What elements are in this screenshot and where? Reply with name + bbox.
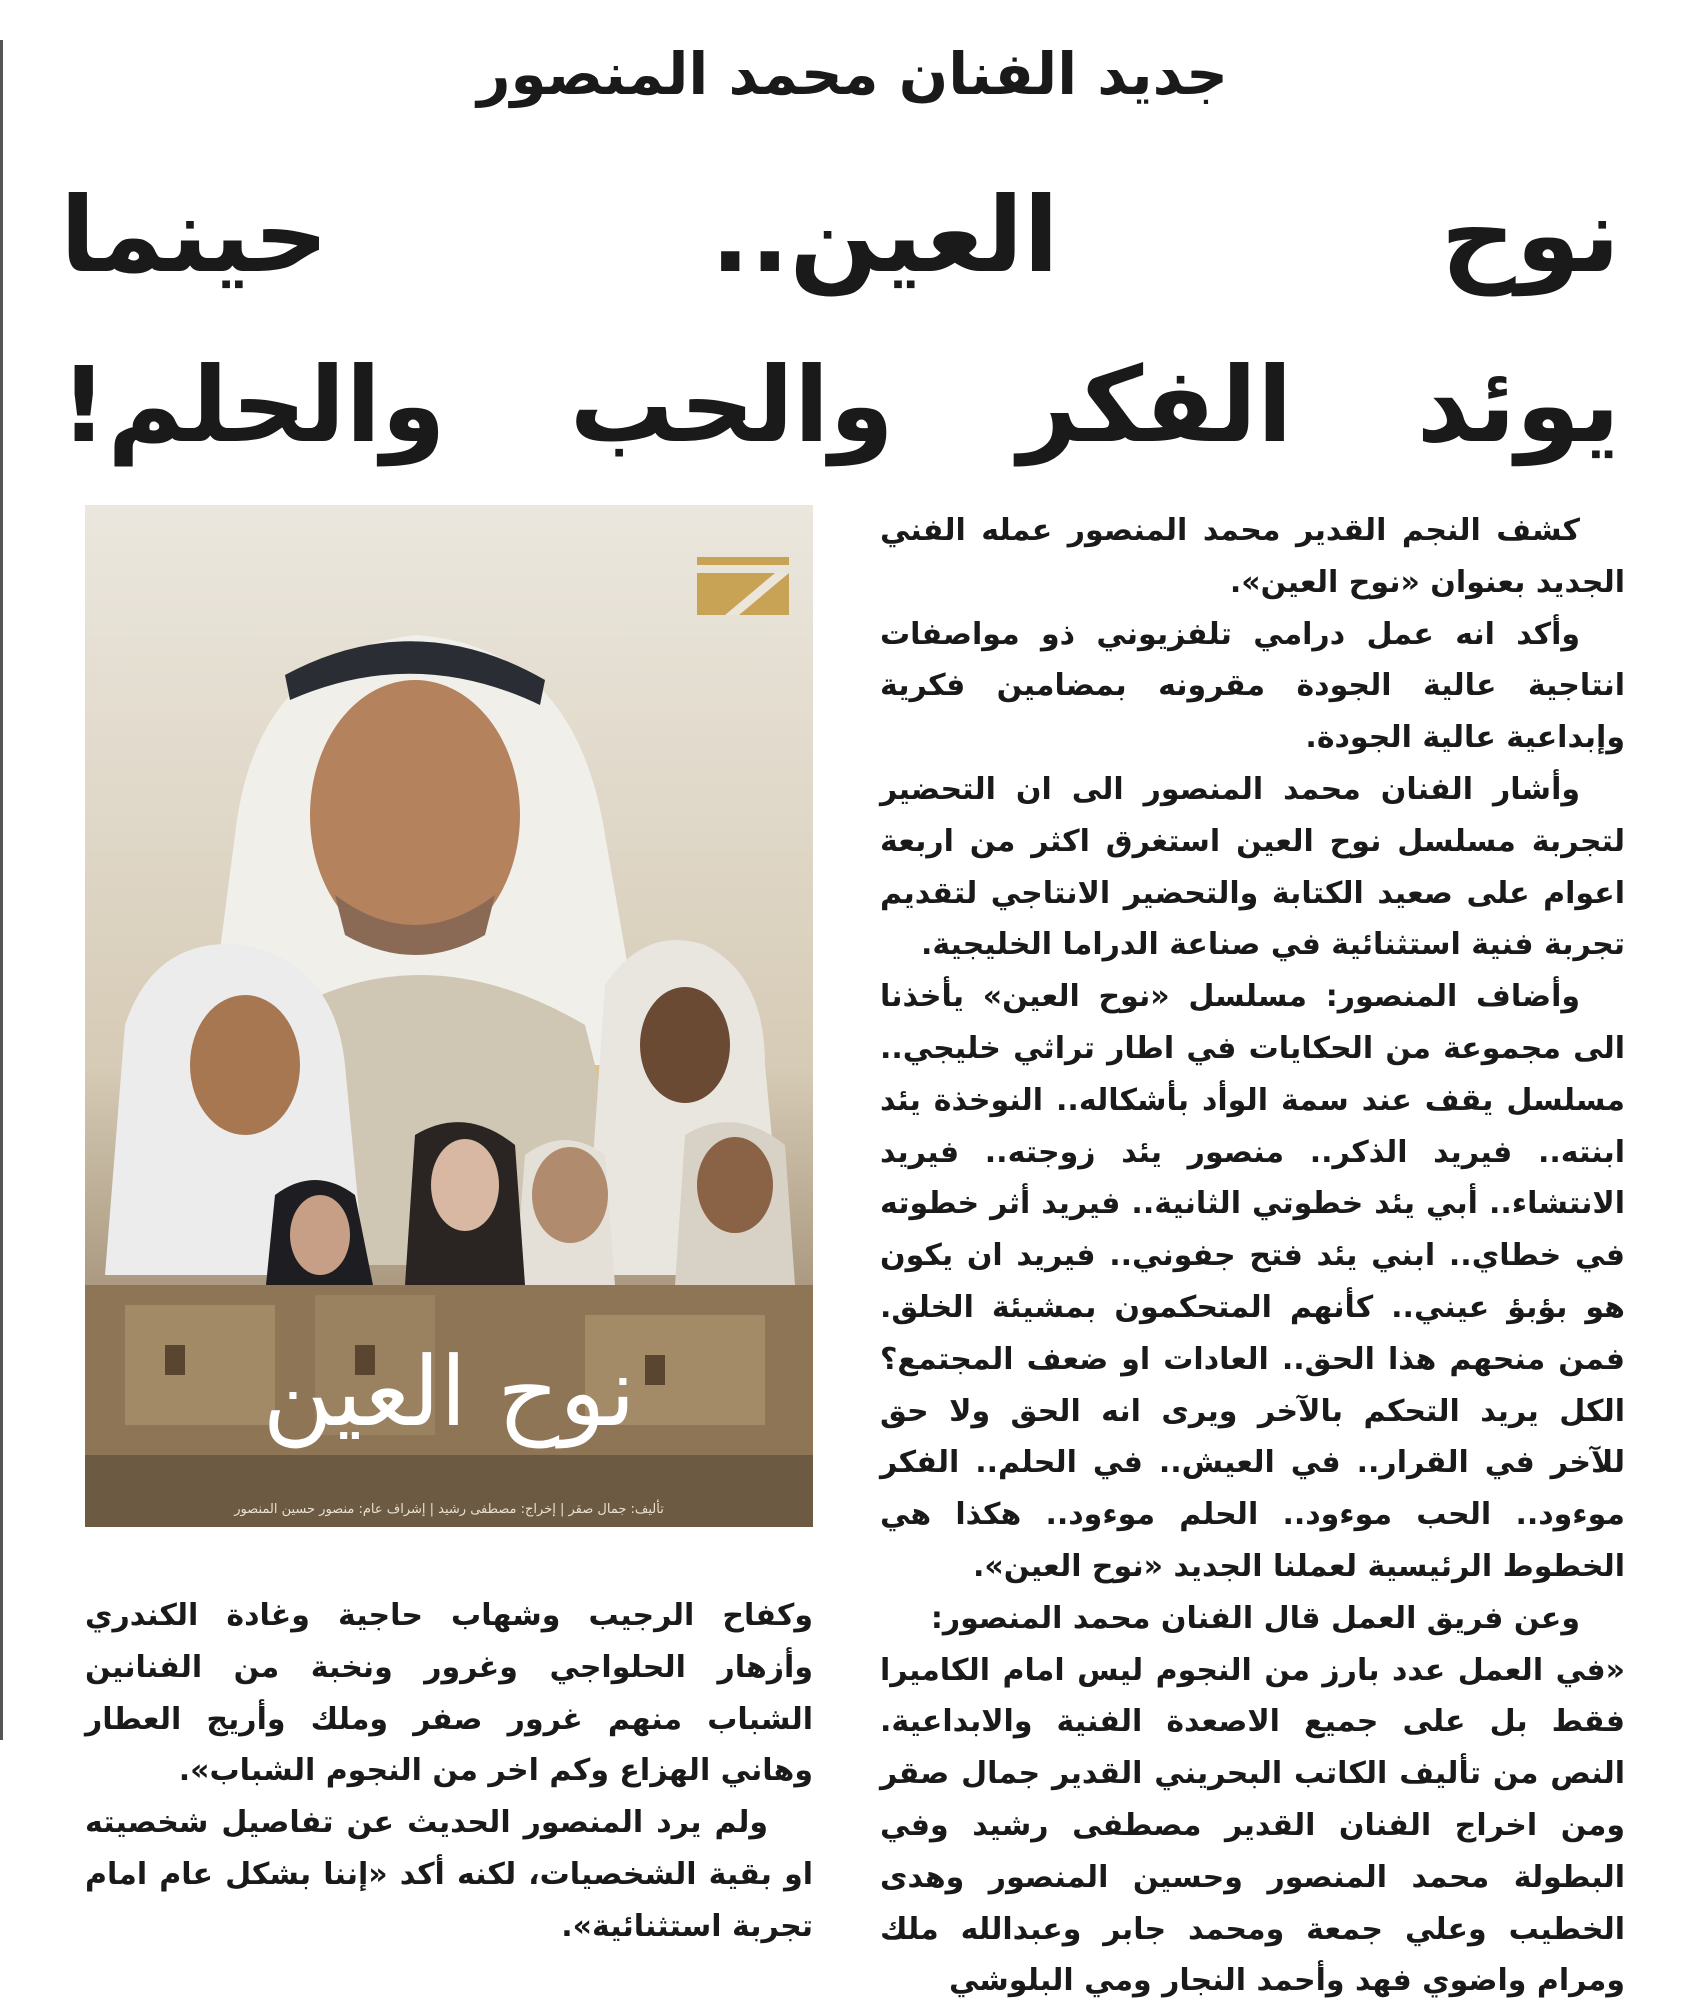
paragraph-3: وأشار الفنان محمد المنصور الى ان التحضير لتجربة مسلسل نوح العين استغرق اكثر من اربعة اعوام على صعيد الكتابة والتحضير الانتاجي لتقديم تجربة فنية استثنائية في صناعة الدراما الخليجية. (880, 771, 1625, 963)
paragraph-4: وأضاف المنصور: مسلسل «نوح العين» يأخذنا الى مجموعة من الحكايات في اطار تراثي خليجي.. مسلسل يقف عند سمة الوأد بأشكاله.. النوخذة يئد ابنته.. فيريد الذكر.. منصور يئد زوجته.. فيريد الانتشاء.. أبي يئد خطوتي الثانية.. فيريد أثر خطوته في خطاي.. ابني يئد فتح جفوني.. فيريد ان يكون هو بؤبؤ عيني.. كأنهم المتحكمون بمشيئة الخلق. فمن منحهم هذا الحق.. العادات او ضعف المجتمع؟ الكل يريد التحكم بالآخر ويرى انه الحق ولا حق للآخر في القرار.. في العيش.. في الحلم.. الفكر موءود.. الحب موءود.. الحلم موءود.. هكذا هي الخطوط الرئيسية لعملنا الجديد «نوح العين». (880, 979, 1625, 1584)
paragraph-6: «في العمل عدد بارز من النجوم ليس امام الكاميرا فقط بل على جميع الاصعدة الفنية والابداعية. النص من تأليف الكاتب البحريني القدير جمال صقر ومن اخراج الفنان القدير مصطفى رشيد وفي البطولة محمد المنصور وحسين المنصور وهدى الخطيب وعلي جمعة ومحمد جابر وعبدالله ملك ومرام واضوي فهد وأحمد النجار ومي البلوشي (880, 1652, 1625, 1999)
paragraph-5: وعن فريق العمل قال الفنان محمد المنصور: (930, 1600, 1580, 1636)
article-headline (60, 150, 1620, 490)
paragraph-8: ولم يرد المنصور الحديث عن تفاصيل شخصيته او بقية الشخصيات، لكنه أكد «إننا بشكل عام امام تجربة استثنائية». (85, 1805, 813, 1944)
headline-line-2: يوئد الفكر والحب والحلم! (60, 344, 1620, 466)
poster-credits: تأليف: جمال صقر | إخراج: مصطفى رشيد | إشراف عام: منصور حسين المنصور (234, 1502, 664, 1517)
poster-title: نوح العين (262, 1336, 636, 1448)
headline-line-1: نوح العين.. حينما (60, 174, 1620, 296)
article-kicker: جديد الفنان محمد المنصور (477, 40, 1228, 108)
paragraph-7: وكفاح الرجيب وشهاب حاجية وغادة الكندري وأزهار الحلواجي وغرور ونخبة من الفنانين الشباب منهم غرور صفر وملك وأريج العطار وهاني الهزاع وكم اخر من النجوم الشباب». (85, 1598, 813, 1789)
drama-poster-image (85, 505, 813, 1527)
paragraph-1: كشف النجم القدير محمد المنصور عمله الفني الجديد بعنوان «نوح العين». (880, 513, 1625, 600)
poster-illustration (85, 505, 813, 1527)
page-edge-rule (0, 40, 3, 1740)
article-body-left-column (85, 1590, 813, 1953)
paragraph-2: وأكد انه عمل درامي تلفزيوني ذو مواصفات انتاجية عالية الجودة مقرونه بمضامين فكرية وإبداعية عالية الجودة. (880, 616, 1625, 756)
article-body-right-column (880, 505, 1625, 2007)
